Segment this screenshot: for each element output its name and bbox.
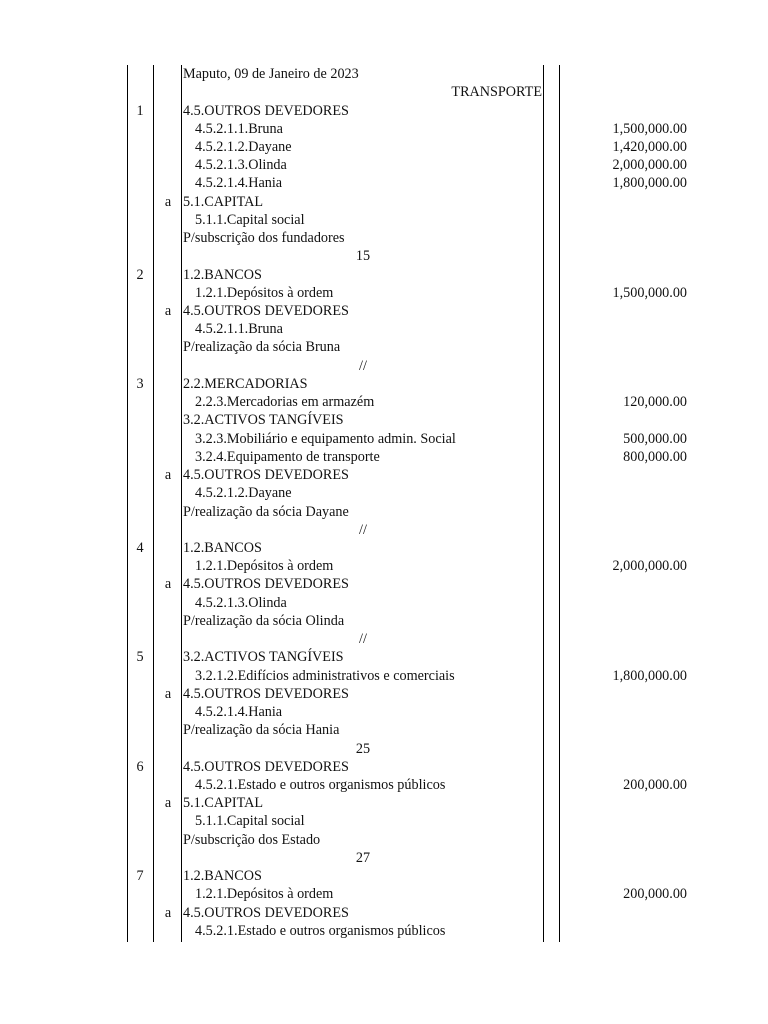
debit-line [0,557,768,575]
entry-separator: // [359,357,367,374]
description-line [0,721,768,739]
credit-line [0,594,768,612]
separator-line [0,849,768,867]
debit-amount: 1,500,000.00 [612,284,687,301]
credit-line [0,484,768,502]
entry-number: 7 [136,868,144,885]
account-label: 4.5.2.1.3.Olinda [195,594,287,611]
account-label: 4.5.OUTROS DEVEDORES [183,576,349,593]
credit-line [0,575,768,593]
entry-description: P/realização da sócia Bruna [183,339,341,356]
debit-amount: 1,420,000.00 [612,138,687,155]
account-label: 2.2.3.Mercadorias em armazém [195,394,375,411]
account-label: 4.5.2.1.2.Dayane [195,485,292,502]
account-label: 5.1.1.Capital social [195,813,305,830]
credit-line [0,466,768,484]
entry-description: P/realização da sócia Olinda [183,612,345,629]
credit-marker: a [164,795,172,812]
separator-line [0,630,768,648]
debit-line [0,102,768,120]
debit-line [0,867,768,885]
description-line [0,831,768,849]
account-label: 1.2.BANCOS [183,266,262,283]
debit-line [0,174,768,192]
credit-line [0,812,768,830]
credit-line [0,211,768,229]
description-line [0,229,768,247]
debit-amount: 2,000,000.00 [612,157,687,174]
entry-separator: 25 [355,740,371,757]
header-row [0,65,768,83]
credit-line [0,794,768,812]
debit-line [0,448,768,466]
debit-amount: 2,000,000.00 [612,558,687,575]
account-label: 1.2.1.Depósitos à ordem [195,558,334,575]
account-label: 1.2.1.Depósitos à ordem [195,284,334,301]
account-label: 1.2.1.Depósitos à ordem [195,886,334,903]
debit-line [0,138,768,156]
credit-marker: a [164,685,172,702]
entry-number: 1 [136,102,144,119]
transporte-label: TRANSPORTE [451,84,542,100]
account-label: 4.5.2.1.4.Hania [195,704,283,721]
account-label: 3.2.ACTIVOS TANGÍVEIS [183,649,344,666]
debit-amount: 200,000.00 [623,886,687,903]
separator-line [0,740,768,758]
credit-line [0,703,768,721]
entry-description: P/realização da sócia Dayane [183,503,349,520]
account-label: 3.2.3.Mobiliário e equipamento admin. Social [195,430,456,447]
separator-line [0,521,768,539]
account-label: 4.5.2.1.3.Olinda [195,157,287,174]
debit-amount: 120,000.00 [623,394,687,411]
account-label: 5.1.CAPITAL [183,193,264,210]
entry-separator: // [359,521,367,538]
entry-separator: 27 [355,849,371,866]
account-label: 4.5.OUTROS DEVEDORES [183,758,349,775]
debit-line [0,266,768,284]
description-line [0,338,768,356]
debit-line [0,120,768,138]
entry-number: 2 [136,266,144,283]
debit-amount: 1,800,000.00 [612,175,687,192]
description-line [0,612,768,630]
account-label: 2.2.MERCADORIAS [183,375,308,392]
credit-line [0,302,768,320]
debit-line [0,375,768,393]
debit-amount: 200,000.00 [623,777,687,793]
description-line [0,503,768,521]
debit-amount: 500,000.00 [623,430,687,447]
account-label: 4.5.OUTROS DEVEDORES [183,904,349,921]
account-label: 4.5.OUTROS DEVEDORES [183,303,349,319]
entry-separator: // [359,631,367,648]
debit-line [0,776,768,794]
entry-description: P/subscrição dos Estado [183,831,321,848]
account-label: 1.2.BANCOS [183,868,262,885]
account-label: 4.5.2.1.2.Dayane [195,138,292,155]
credit-marker: a [164,576,172,593]
entry-number: 4 [136,540,144,556]
debit-line [0,539,768,557]
header-row [0,83,768,101]
debit-line [0,667,768,685]
entry-number: 5 [136,649,144,666]
entry-number: 3 [136,375,144,392]
account-label: 4.5.OUTROS DEVEDORES [183,467,349,484]
account-label: 4.5.2.1.1.Bruna [195,120,283,137]
account-label: 1.2.BANCOS [183,540,262,556]
account-label: 5.1.CAPITAL [183,795,264,812]
debit-line [0,284,768,302]
debit-line [0,430,768,448]
debit-line [0,393,768,411]
entry-separator: 15 [355,248,371,265]
account-label: 4.5.2.1.1.Bruna [195,321,283,338]
debit-line [0,411,768,429]
account-label: 4.5.OUTROS DEVEDORES [183,102,349,119]
separator-line [0,357,768,375]
debit-amount: 1,800,000.00 [612,667,687,684]
debit-amount: 800,000.00 [623,448,687,465]
credit-marker: a [164,904,172,921]
debit-line [0,156,768,174]
credit-line [0,922,768,940]
account-label: 4.5.2.1.Estado e outros organismos públicos [195,777,446,793]
credit-line [0,685,768,703]
credit-marker: a [164,193,172,210]
credit-marker: a [164,303,172,319]
entry-number: 6 [136,758,144,775]
separator-line [0,247,768,265]
date-line: Maputo, 09 de Janeiro de 2023 [183,66,359,82]
account-label: 3.2.ACTIVOS TANGÍVEIS [183,412,344,429]
account-label: 4.5.OUTROS DEVEDORES [183,685,349,702]
debit-line [0,758,768,776]
debit-line [0,885,768,903]
account-label: 4.5.2.1.4.Hania [195,175,283,192]
credit-marker: a [164,467,172,484]
credit-line [0,193,768,211]
entry-description: P/realização da sócia Hania [183,722,340,739]
credit-line [0,904,768,922]
debit-line [0,648,768,666]
account-label: 4.5.2.1.Estado e outros organismos públicos [195,922,446,939]
debit-amount: 1,500,000.00 [612,120,687,137]
account-label: 5.1.1.Capital social [195,211,305,228]
credit-line [0,320,768,338]
account-label: 3.2.4.Equipamento de transporte [195,448,380,465]
entry-description: P/subscrição dos fundadores [183,230,345,247]
account-label: 3.2.1.2.Edifícios administrativos e comerciais [195,667,455,684]
